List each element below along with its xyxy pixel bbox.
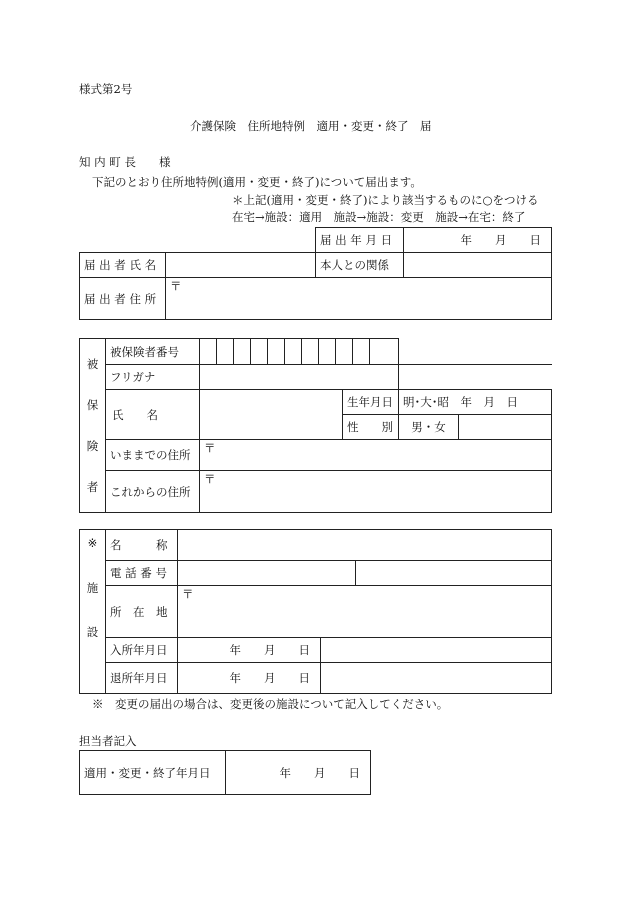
location-field[interactable]: [178, 586, 552, 638]
note-mark: ＊上記(適用・変更・終了)により該当するものに○をつける: [232, 193, 539, 207]
notifier-address-field[interactable]: [166, 278, 552, 320]
facility-name-field[interactable]: [178, 530, 552, 561]
intro-text: 下記のとおり住所地特例(適用・変更・終了)について届出ます。: [92, 175, 422, 189]
phone-field[interactable]: [178, 561, 356, 586]
insured-name-field[interactable]: [200, 390, 343, 440]
form-number: 様式第2号: [79, 82, 133, 96]
insured-table: [79, 338, 552, 513]
side-char: 設: [86, 625, 99, 639]
notifier-name-label: 届 出 者 氏 名: [80, 253, 166, 278]
digit-box[interactable]: [336, 339, 353, 364]
insured-name-text: 氏 名: [112, 407, 158, 422]
next-address-label: これからの住所: [106, 471, 200, 513]
next-address-field[interactable]: [200, 471, 552, 513]
digit-box[interactable]: [268, 339, 285, 364]
staff-date-field[interactable]: 年 月 日: [226, 751, 371, 795]
addressee: 知 内 町 長 様: [79, 155, 171, 169]
blank-cell: [80, 228, 316, 253]
staff-table: [79, 750, 371, 795]
notifier-address-label: 届 出 者 住 所: [80, 278, 166, 320]
blank-cell[interactable]: [459, 415, 552, 440]
blank-cell: [399, 339, 552, 365]
phone-label: 電 話 番 号: [106, 561, 178, 586]
insured-name-label: [106, 390, 200, 440]
notifier-date-label: 届 出 年 月 日: [316, 228, 404, 253]
facility-name-label: 名 称: [106, 530, 178, 561]
prev-address-field[interactable]: [200, 440, 552, 471]
insured-side-label: [80, 339, 106, 513]
admit-label: 入所年月日: [106, 638, 178, 663]
postal-mark: 〒: [204, 441, 216, 455]
digit-box[interactable]: [319, 339, 336, 364]
digit-box[interactable]: [217, 339, 234, 364]
digit-box[interactable]: [200, 339, 217, 364]
discharge-extra-field[interactable]: [321, 663, 552, 694]
postal-mark: 〒: [182, 587, 194, 601]
side-char: 施: [86, 581, 99, 595]
asterisk: ※: [87, 536, 98, 550]
admit-date-field[interactable]: 年 月 日: [178, 638, 321, 663]
insured-number-label: 被保険者番号: [106, 339, 200, 365]
side-char: 保: [86, 397, 99, 412]
digit-box[interactable]: [251, 339, 268, 364]
digit-box[interactable]: [285, 339, 302, 364]
facility-table: [79, 529, 552, 694]
furigana-field[interactable]: [200, 365, 399, 390]
prev-address-label: いままでの住所: [106, 440, 200, 471]
admit-extra-field[interactable]: [321, 638, 552, 663]
note-cases: 在宅→施設：適用 施設→施設：変更 施設→在宅：終了: [232, 210, 526, 224]
postal-mark: 〒: [204, 472, 216, 486]
sex-label: 性 別: [343, 415, 399, 440]
sex-field[interactable]: 男・女: [399, 415, 459, 440]
digit-box[interactable]: [302, 339, 319, 364]
phone-extra-field[interactable]: [356, 561, 552, 586]
page-title: 介護保険 住所地特例 適用・変更・終了 届: [190, 119, 432, 133]
staff-heading: 担当者記入: [79, 734, 137, 748]
blank-cell: [399, 365, 552, 390]
footnote: ※ 変更の届出の場合は、変更後の施設について記入してください。: [92, 697, 449, 711]
discharge-date-field[interactable]: 年 月 日: [178, 663, 321, 694]
notifier-table: [79, 227, 552, 320]
relation-field[interactable]: [404, 253, 552, 278]
relation-label: 本人との関係: [316, 253, 404, 278]
staff-date-label: 適用・変更・終了年月日: [80, 751, 226, 795]
location-label: 所 在 地: [106, 586, 178, 638]
birth-label: 生年月日: [343, 390, 399, 415]
postal-mark: 〒: [170, 279, 182, 293]
side-char: 険: [86, 439, 99, 454]
digit-box[interactable]: [353, 339, 370, 364]
insured-number-field[interactable]: [200, 339, 399, 365]
birth-field[interactable]: 明･大･昭 年 月 日: [399, 390, 552, 415]
facility-side-label: [80, 530, 106, 694]
digit-box[interactable]: [234, 339, 251, 364]
notifier-name-field[interactable]: [166, 253, 316, 278]
side-char: 被: [86, 356, 99, 371]
notifier-date-field[interactable]: 年 月 日: [404, 228, 552, 253]
side-char: 者: [86, 480, 99, 495]
furigana-label: フリガナ: [106, 365, 200, 390]
discharge-label: 退所年月日: [106, 663, 178, 694]
